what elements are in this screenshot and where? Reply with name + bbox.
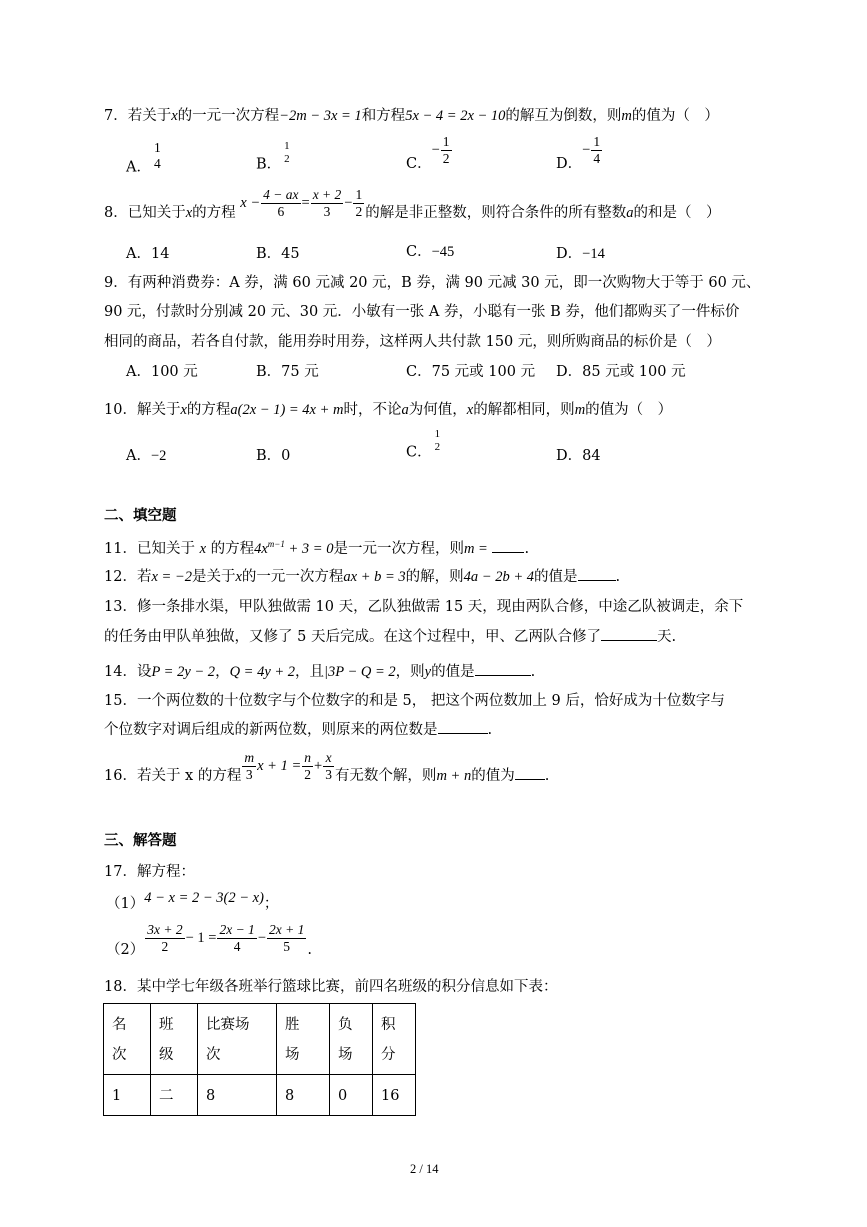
frac-num: 1	[434, 428, 441, 440]
frac-num: 1	[284, 140, 290, 152]
q13-line-1: 13．修一条排水渠，甲队独做需 10 天，乙队独做需 15 天，现由两队合修，中途乙队被调走，余下	[104, 599, 744, 615]
option-label: A．	[126, 159, 151, 176]
answer-blank[interactable]	[438, 719, 488, 735]
q15-line-2	[104, 718, 492, 739]
option-value: 14	[150, 246, 170, 262]
equation-part: − 1 =	[185, 930, 217, 947]
q10-text: 10．解关于	[104, 402, 181, 418]
q10-option-a	[126, 444, 166, 465]
table-header-cell	[198, 1004, 277, 1075]
option-value: −14	[582, 246, 605, 262]
option-label: D．	[556, 364, 583, 380]
q15-text: .	[487, 722, 493, 738]
header-line: 级	[159, 1047, 174, 1063]
header-line: 负	[338, 1017, 353, 1033]
header-line: 分	[381, 1047, 396, 1063]
q7-text: 和方程	[361, 108, 406, 124]
table-cell: 16	[373, 1075, 416, 1116]
q12-text: 的值是	[534, 569, 578, 585]
frac-den: 2	[442, 150, 450, 166]
frac-num: 1	[355, 187, 363, 202]
section-heading-solve: 三、解答题	[104, 832, 177, 849]
fraction	[323, 750, 334, 782]
header-line: 场	[338, 1047, 353, 1063]
fraction	[152, 140, 163, 171]
frac-num: x	[323, 750, 334, 767]
q10-text: 的方程	[186, 402, 231, 418]
var-x: x	[185, 205, 193, 222]
score-table	[103, 1003, 416, 1116]
frac-den: 2	[304, 766, 311, 782]
fraction	[145, 922, 184, 954]
q17-text: ；	[263, 896, 279, 912]
option-label: A．	[126, 246, 151, 262]
part-label: （1）	[106, 896, 145, 912]
option-value: 100 元	[150, 364, 198, 380]
frac-den: 2	[434, 440, 441, 453]
q16	[104, 750, 549, 785]
header-line: 班	[159, 1017, 174, 1033]
header-line: 场	[285, 1047, 300, 1063]
option-label: D．	[556, 156, 583, 173]
q12-equation-2: ax + b = 3	[343, 569, 406, 585]
eq-exponent: m−1	[267, 539, 285, 550]
q18-intro: 18．某中学七年级各班举行篮球比赛，前四名班级的积分信息如下表：	[104, 979, 558, 995]
fraction	[353, 187, 364, 219]
option-value: 75 元	[281, 364, 319, 380]
header-line: 次	[112, 1047, 127, 1063]
sign: −	[582, 142, 591, 159]
option-label: C．	[406, 156, 432, 173]
q11-equation	[254, 541, 333, 557]
fraction	[282, 140, 292, 165]
q12-text: 12．若	[104, 569, 152, 585]
frac-num: 1	[153, 140, 161, 155]
q17-part-2	[106, 922, 312, 959]
q8-text: 的方程	[192, 205, 236, 222]
frac-num: 3x + 2	[147, 922, 183, 937]
q8-option-d	[556, 242, 605, 263]
option-label: A．	[126, 364, 151, 380]
option-value: 45	[281, 246, 300, 262]
option-value: 75 元或 100 元	[431, 364, 536, 380]
q8-stem	[104, 187, 720, 222]
header-line: 名	[112, 1017, 127, 1033]
q7-stem	[104, 104, 719, 125]
option-value: 0	[281, 448, 291, 464]
q9-line-3: 相同的商品，若各自付款，能用券时用券，这样两人共付款 150 元，则所购商品的标价是（ ）	[104, 334, 721, 350]
q7-option-a	[126, 140, 164, 177]
minus: −	[257, 930, 266, 947]
q7-option-c	[406, 134, 453, 173]
answer-blank[interactable]	[475, 661, 531, 677]
q14-text: ，且	[295, 664, 325, 680]
q14-equation-q: Q = 4y + 2	[229, 664, 296, 680]
option-label: B．	[256, 364, 282, 380]
answer-blank[interactable]	[515, 765, 545, 781]
frac-num: m	[244, 750, 255, 765]
q8-text: 的解是非正整数，则符合条件的所有整数	[365, 205, 627, 222]
plus: +	[314, 758, 323, 775]
option-label: C．	[406, 444, 432, 461]
fraction	[433, 428, 443, 453]
fraction	[441, 134, 452, 166]
q7-text: 的值为（ ）	[631, 108, 719, 124]
fraction	[242, 750, 256, 782]
option-label: B．	[256, 156, 282, 173]
q12-expression: 4a − 2b + 4	[463, 569, 534, 585]
option-label: B．	[256, 246, 282, 262]
header-line: 积	[381, 1017, 396, 1033]
q7-text: 7．若关于	[104, 108, 172, 124]
q11-m-equals: m =	[463, 541, 488, 557]
frac-den: 4	[153, 155, 161, 171]
var-m: m	[621, 108, 632, 124]
option-value: 85 元或 100 元	[582, 364, 686, 380]
var-a: a	[401, 402, 409, 418]
equation-part: x −	[240, 195, 261, 212]
q14-equation-p: P = 2y − 2	[151, 664, 216, 680]
q8-text: 8．已知关于	[104, 205, 186, 222]
frac-den: 3	[323, 203, 331, 219]
q11-text: 的方程	[210, 541, 255, 557]
var-a: a	[626, 205, 634, 222]
var-x: x	[199, 541, 206, 557]
frac-num: 1	[442, 134, 450, 149]
section-heading-fill-in: 二、填空题	[104, 507, 177, 524]
var-x: x	[180, 402, 187, 418]
var-x: x	[235, 569, 242, 585]
fraction	[261, 187, 300, 219]
option-label: C．	[406, 244, 432, 260]
table-header-row	[104, 1004, 416, 1075]
q9-option-d	[556, 360, 686, 381]
fraction	[591, 134, 602, 166]
fraction	[267, 922, 306, 954]
q14-equation-abs: |3P − Q = 2	[324, 664, 396, 680]
q7-option-b	[256, 140, 293, 174]
frac-den: 2	[355, 203, 363, 219]
q10-option-b	[256, 444, 290, 465]
option-value: 84	[582, 448, 601, 464]
q13-text: 天.	[656, 629, 677, 645]
q10-text: 时，不论	[343, 402, 402, 418]
header-line: 次	[206, 1047, 221, 1063]
table-header-cell	[277, 1004, 330, 1075]
var-x: x	[171, 108, 178, 124]
q12-text: 的一元一次方程	[241, 569, 344, 585]
frac-den: 5	[283, 938, 291, 954]
q17-part-1	[106, 890, 278, 913]
frac-den: 4	[233, 938, 241, 954]
table-header-cell	[373, 1004, 416, 1075]
eq-rest: + 3 = 0	[284, 541, 334, 557]
q13-line-2	[104, 625, 676, 646]
table-cell: 1	[104, 1075, 151, 1116]
q15-text: 个位数字对调后组成的新两位数，则原来的两位数是	[104, 722, 438, 738]
q14-text: 的值是	[431, 664, 475, 680]
table-cell: 8	[277, 1075, 330, 1116]
frac-den: 3	[245, 766, 253, 782]
frac-num: n	[304, 750, 311, 765]
q16-text: 的值为	[471, 768, 515, 785]
option-label: A．	[126, 448, 151, 464]
frac-num: 1	[593, 134, 601, 149]
q7-text: 的一元一次方程	[177, 108, 280, 124]
q10-option-c	[406, 428, 443, 462]
option-label: D．	[556, 246, 583, 262]
q10-text: 的解都相同，则	[473, 402, 575, 418]
answer-blank[interactable]	[578, 566, 616, 582]
q9-option-b	[256, 360, 319, 381]
page-number: 2 / 14	[410, 1162, 439, 1176]
q16-text: 16．若关于 x 的方程	[104, 768, 242, 785]
table-header-cell	[104, 1004, 151, 1075]
q8-option-a	[126, 242, 169, 263]
q17-title: 17．解方程：	[104, 864, 195, 880]
q12-text: 的解，则	[405, 569, 464, 585]
q14-text: ，则	[395, 664, 425, 680]
q11-text: 是一元一次方程，则	[333, 541, 464, 557]
table-header-cell	[151, 1004, 198, 1075]
minus: −	[344, 195, 353, 212]
q16-text: .	[544, 768, 550, 785]
frac-den: 2	[161, 938, 169, 954]
q17-equation-1: 4 − x = 2 − 3(2 − x)	[144, 890, 264, 906]
q11-text: 11．已知关于	[104, 541, 195, 557]
q14-text: 14．设	[104, 664, 152, 680]
q7-equation-2: 5x − 4 = 2x − 10	[405, 108, 506, 124]
option-label: D．	[556, 448, 583, 464]
q12-text: 是关于	[191, 569, 236, 585]
frac-num: 4 − ax	[263, 187, 299, 202]
header-line: 比赛场	[206, 1017, 250, 1033]
var-x: x	[466, 402, 474, 418]
q13-text: 的任务由甲队单独做，又修了 5 天后完成。在这个过程中，甲、乙两队合修了	[104, 629, 601, 645]
fraction	[302, 750, 313, 782]
equals: =	[301, 195, 310, 212]
sign: −	[431, 142, 440, 159]
frac-num: 2x + 1	[269, 922, 305, 937]
q11-text: .	[524, 541, 530, 557]
q12-equation-1: x = −2	[151, 569, 192, 585]
q10-equation: a(2x − 1) = 4x + m	[230, 402, 344, 418]
option-value: −2	[150, 448, 167, 464]
table-cell: 二	[151, 1075, 198, 1116]
q12-text: .	[615, 569, 621, 585]
q17-text: .	[307, 942, 312, 959]
fraction	[311, 187, 344, 219]
option-label: B．	[256, 448, 282, 464]
q10-text: 为何值，	[408, 402, 467, 418]
q14	[104, 660, 535, 681]
option-value: −45	[431, 244, 455, 260]
eq-base: 4x	[254, 541, 268, 557]
q10-option-d	[556, 444, 601, 465]
q9-line-1: 9．有两种消费券：A 券，满 60 元减 20 元，B 券，满 90 元减 30 元，即一次购物大于等于 60 元、	[104, 275, 761, 291]
var-y: y	[424, 664, 432, 680]
option-label: C．	[406, 364, 432, 380]
q10-text: 的值为（ ）	[585, 402, 673, 418]
q14-text: ，	[215, 664, 230, 680]
q8-text: 的和是（ ）	[633, 205, 721, 222]
var-m: m	[574, 402, 586, 418]
frac-den: 3	[325, 766, 332, 782]
table-cell: 8	[198, 1075, 277, 1116]
frac-den: 4	[593, 150, 601, 166]
frac-den: 6	[277, 203, 285, 219]
fraction	[217, 922, 256, 954]
q9-option-c	[406, 360, 535, 381]
table-row	[104, 1075, 416, 1116]
q11	[104, 537, 529, 558]
q10-stem	[104, 398, 672, 419]
frac-num: 2x − 1	[219, 922, 255, 937]
equation-part: x + 1 =	[257, 758, 302, 775]
q9-line-2: 90 元，付款时分别减 20 元、30 元．小敏有一张 A 券，小聪有一张 B 券，他们都购买了一件标价	[104, 304, 740, 320]
part-label: （2）	[106, 942, 145, 959]
q15-line-1: 15．一个两位数的十位数字与个位数字的和是 5， 把这个两位数加上 9 后，恰好成为十位数字与	[104, 693, 725, 709]
q7-text: 的解互为倒数，则	[505, 108, 622, 124]
q16-text: 有无数个解，则	[334, 768, 437, 785]
q12	[104, 565, 620, 586]
q8-option-c	[406, 240, 454, 261]
frac-den: 2	[284, 152, 290, 165]
q16-expression: m + n	[436, 768, 472, 785]
q8-option-b	[256, 242, 300, 263]
table-header-cell	[330, 1004, 373, 1075]
answer-blank[interactable]	[492, 538, 524, 554]
answer-blank[interactable]	[601, 626, 657, 642]
q14-text: .	[530, 664, 536, 680]
q7-option-d	[556, 134, 603, 173]
frac-num: x + 2	[312, 187, 342, 202]
header-line: 胜	[285, 1017, 300, 1033]
q7-equation-1: −2m − 3x = 1	[279, 108, 362, 124]
table-cell: 0	[330, 1075, 373, 1116]
q9-option-a	[126, 360, 198, 381]
